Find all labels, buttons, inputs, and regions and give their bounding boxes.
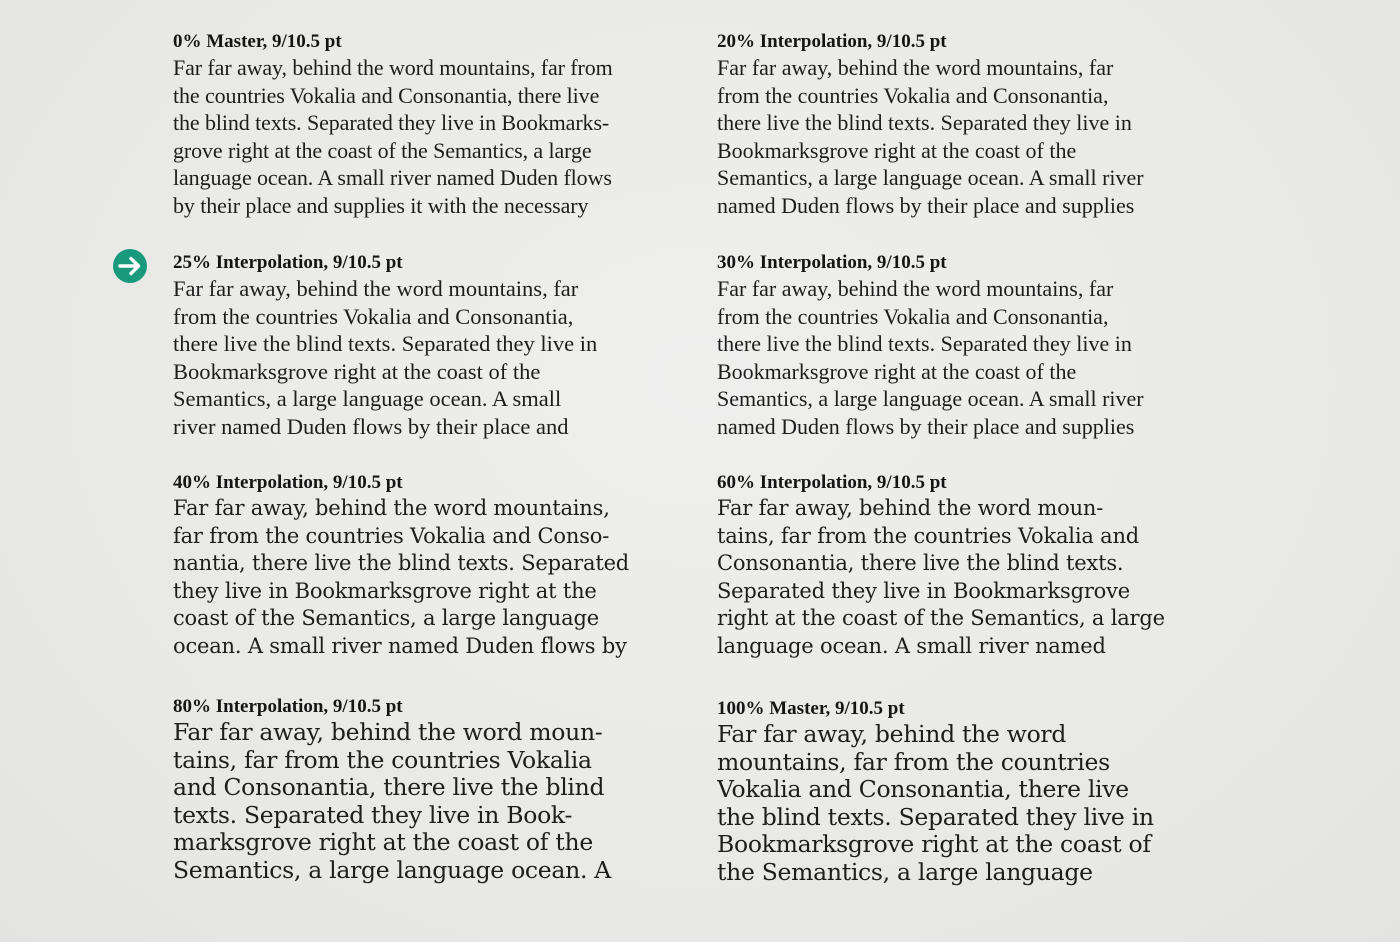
text-line: Bookmarksgrove right at the coast of the xyxy=(717,358,1077,384)
specimen-40-interpolation xyxy=(173,471,693,667)
text-line: there live the blind texts. Separated they live in xyxy=(173,331,598,357)
specimen-30-interpolation xyxy=(717,251,1247,443)
specimen-60-interpolation xyxy=(717,471,1247,667)
text-line: the countries Vokalia and Consonantia, there live xyxy=(173,82,600,108)
specimen-body xyxy=(717,275,1247,441)
specimen-body xyxy=(717,495,1247,661)
text-line: Far far away, behind the word xyxy=(717,720,1067,748)
specimen-body xyxy=(173,275,693,441)
specimen-heading: 100% Master, 9/10.5 pt xyxy=(717,698,905,719)
specimen-80-interpolation xyxy=(173,695,693,895)
text-line: there live the blind texts. Separated they live in xyxy=(717,110,1132,136)
specimen-25-interpolation xyxy=(173,251,693,443)
text-line: texts. Separated they live in Book- xyxy=(173,800,573,829)
text-line: named Duden flows by their place and supplies xyxy=(717,192,1135,218)
text-line: and Consonantia, there live the blind xyxy=(173,773,605,802)
specimen-body xyxy=(717,721,1247,887)
text-line: Bookmarksgrove right at the coast of the xyxy=(173,358,541,384)
text-line: from the countries Vokalia and Consonantia, xyxy=(717,303,1109,329)
text-line: by their place and supplies it with the necessary xyxy=(173,192,589,218)
text-line: language ocean. A small river named Duden flows xyxy=(173,165,612,191)
specimen-body xyxy=(173,719,693,885)
text-line: Consonantia, there live the blind texts. xyxy=(717,551,1124,576)
arrow-right-icon xyxy=(112,248,148,284)
text-line: the blind texts. Separated they live in Bookmarks- xyxy=(173,110,610,136)
text-line: Far far away, behind the word mountains, far xyxy=(717,55,1114,80)
text-line: Far far away, behind the word mountains, xyxy=(173,496,610,520)
text-line: they live in Bookmarksgrove right at the xyxy=(173,578,597,603)
text-line: the blind texts. Separated they live in xyxy=(717,802,1154,831)
text-line: Semantics, a large language ocean. A small xyxy=(173,386,562,412)
text-line: Vokalia and Consonantia, there live xyxy=(717,775,1129,804)
specimen-heading: 40% Interpolation, 9/10.5 pt xyxy=(173,472,403,493)
text-line: coast of the Semantics, a large language xyxy=(173,606,599,631)
specimen-heading: 0% Master, 9/10.5 pt xyxy=(173,31,342,52)
text-line: mountains, far from the countries xyxy=(717,747,1110,776)
text-line: Far far away, behind the word moun- xyxy=(173,718,603,746)
text-line: there live the blind texts. Separated they live in xyxy=(717,331,1132,357)
text-line: Semantics, a large language ocean. A xyxy=(173,855,611,884)
text-line: Bookmarksgrove right at the coast of xyxy=(717,830,1151,859)
specimen-heading: 25% Interpolation, 9/10.5 pt xyxy=(173,252,403,273)
text-line: Bookmarksgrove right at the coast of the xyxy=(717,137,1077,163)
text-line: from the countries Vokalia and Consonantia, xyxy=(717,82,1109,108)
text-line: named Duden flows by their place and supplies xyxy=(717,413,1135,439)
text-line: Semantics, a large language ocean. A small river xyxy=(717,386,1144,412)
text-line: river named Duden flows by their place and xyxy=(173,413,569,439)
text-line: the Semantics, a large language xyxy=(717,857,1093,886)
text-line: grove right at the coast of the Semantics, a large xyxy=(173,137,592,163)
specimen-20-interpolation xyxy=(717,30,1247,220)
specimen-0-master xyxy=(173,30,693,220)
specimen-body xyxy=(173,495,693,661)
text-line: right at the coast of the Semantics, a large xyxy=(717,606,1165,631)
text-line: Far far away, behind the word mountains, far xyxy=(717,276,1114,301)
text-line: marksgrove right at the coast of the xyxy=(173,828,593,857)
text-line: ocean. A small river named Duden flows by xyxy=(173,633,627,658)
specimen-heading: 60% Interpolation, 9/10.5 pt xyxy=(717,472,947,493)
text-line: Semantics, a large language ocean. A small river xyxy=(717,165,1144,191)
specimen-heading: 30% Interpolation, 9/10.5 pt xyxy=(717,252,947,273)
specimen-body xyxy=(173,54,693,220)
text-line: nantia, there live the blind texts. Separated xyxy=(173,551,630,576)
text-line: tains, far from the countries Vokalia and xyxy=(717,523,1140,548)
specimen-heading: 80% Interpolation, 9/10.5 pt xyxy=(173,696,403,717)
text-line: Far far away, behind the word mountains, far xyxy=(173,276,579,301)
text-line: Separated they live in Bookmarksgrove xyxy=(717,578,1130,603)
text-line: Far far away, behind the word moun- xyxy=(717,496,1104,520)
text-line: language ocean. A small river named xyxy=(717,633,1106,658)
text-line: from the countries Vokalia and Consonantia, xyxy=(173,303,574,329)
specimen-body xyxy=(717,54,1247,220)
specimen-100-master xyxy=(717,697,1247,897)
text-line: tains, far from the countries Vokalia xyxy=(173,745,592,774)
specimen-heading: 20% Interpolation, 9/10.5 pt xyxy=(717,31,947,52)
text-line: far from the countries Vokalia and Conso- xyxy=(173,523,610,548)
text-line: Far far away, behind the word mountains, far from xyxy=(173,55,613,80)
